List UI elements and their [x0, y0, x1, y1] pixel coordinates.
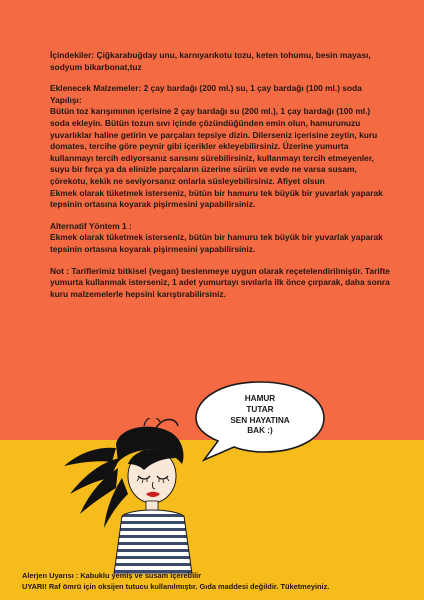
recipe-text	[50, 50, 390, 300]
alternative-method-paragraph: Ekmek olarak tüketmek isterseniz, bütün bir hamuru tek büyük bir yuvarlak yaparak tepsinin ortasına koyarak pişirmesini yapabilirsiniz.	[50, 232, 383, 254]
preparation-paragraph: Bütün toz karışımının içerisine 2 çay bardağı su (200 ml.), 1 çay bardağı (100 ml.) soda ekleyin. Bütün tozun sıvı içinde çözündüğünden emin olun, hamurunuzu yuvarlıklar haline getirin ve parçaları tepsiye dizin. Dilerseniz içerisine zeytin, kuru domates, tercihe göre peynir gibi içerikler ekleyebilirsiniz. Üzerine yumurta kullanmayı tercih ediyorsanız sarısını sürebilirsiniz, kullanmayı tercih etmeyenler, suyu bir fırça ya da elinizle parçaların üzerine sürün ve evde ne varsa susam, çörekotu, kekik ne seviyorsanız onlarla süsleyebilirsiniz. Afiyet olsun	[50, 106, 378, 186]
bubble-line: HAMUR	[244, 394, 276, 403]
girl-drawing	[60, 418, 210, 574]
alternative-method-heading: Alternatif Yöntem 1 :	[50, 220, 132, 231]
bubble-line: SEN HAYATINA	[230, 415, 290, 425]
note-paragraph: Not : Tariflerimiz bitkisel (vegan) beslenmeye uygun olarak reçetelendirilmiştir. Tarifte yumurta kullanmak isterseniz, 1 adet yumurtayı sıvılarla ilk önce çırparak, daha sonra kuru malzemelerle hepsini karıştırabilirsiniz.	[50, 265, 390, 299]
allergen-warning: Alerjen Uyarısı : Kabuklu yemiş ve susam içerebilir	[22, 571, 202, 580]
bread-option-paragraph: Ekmek olarak tüketmek isterseniz, bütün bir hamuru tek büyük bir yuvarlak yaparak tepsinin ortasına koyarak pişirmesini yapabilirsiniz.	[50, 187, 383, 210]
added-ingredients-paragraph: Eklenecek Malzemeler: 2 çay bardağı (200 ml.) su, 1 çay bardağı (100 ml.) soda	[50, 83, 362, 94]
speech-bubble	[190, 378, 330, 464]
preparation-heading: Yapılışı:	[50, 94, 82, 105]
speech-bubble-text	[212, 394, 308, 437]
ingredients-paragraph: İçindekiler: Çiğkarabuğday unu, karnıyarıkotu tozu, keten tohumu, besin mayası, sodyum bikarbonat,tuz	[50, 50, 371, 72]
bubble-line: TUTAR	[246, 404, 274, 414]
bubble-line: BAK :)	[247, 426, 273, 436]
footer	[22, 571, 412, 592]
oxygen-absorber-warning: UYARI! Raf ömrü için oksijen tutucu kullanılmıştır. Gıda maddesi değildir. Tüketmeyiniz.	[22, 581, 330, 591]
girl-illustration	[60, 418, 210, 574]
